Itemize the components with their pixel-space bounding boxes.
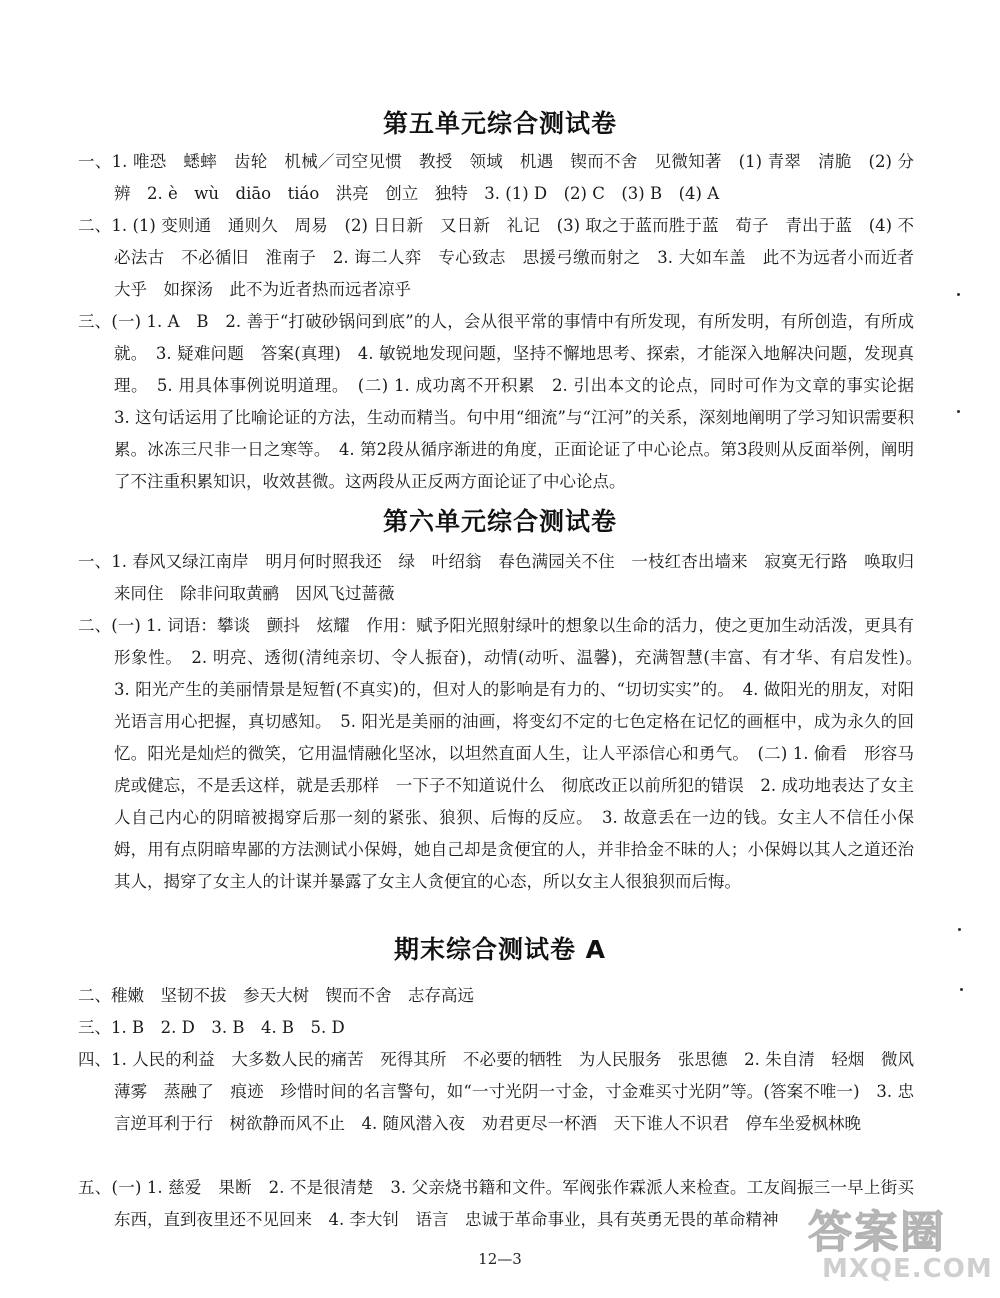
answer-item: 四、1. 人民的利益 大多数人民的痛苦 死得其所 不必要的牺牲 为人民服务 张思德 2. 朱自清 轻烟 微风 薄雾 蒸融了 痕迹 珍惜时间的名言警句，如“一寸光阴一寸金，寸金难买寸光阴”等。(答案不唯一) 3. 忠言逆耳利于行 树欲静而风不止 4. 随风潜入夜 劝君更尽一杯酒 天下谁人不识君 停车坐爱枫林晚 xyxy=(78,1050,931,1133)
answer-item: 二、(一) 1. 词语：攀谈 颤抖 炫耀 作用：赋予阳光照射绿叶的想象以生命的活力，使之更加生动活泼，更具有形象性。 2. 明亮、透彻(清纯亲切、令人振奋)，动情(动听、温馨)，充满智慧(丰富、有才华、有启发性)。 3. 阳光产生的美丽情景是短暂(不真实)的，但对人的影响是有力的、“切切实实”的。 4. 做阳光的朋友，对阳光语言用心把握，真切感知。 5. 阳光是美丽的油画，将变幻不定的七色定格在记忆的画框中，成为永久的回忆。阳光是灿烂的微笑，它用温情融化坚冰，以坦然直面人生，让人平添信心和勇气。 (二) 1. 偷看 形容马虎或健忘，不是丢这样，就是丢那样 一下子不知道说什么 彻底改正以前所犯的错误 2. 成功地表达了女主人自己内心的阴暗被揭穿后那一刻的紧张、狼狈、后悔的反应。 3. 故意丢在一边的钱。女主人不信任小保姆，用有点阴暗卑鄙的方法测试小保姆，她自己却是贪便宜的人，并非拾金不昧的人；小保姆以其人之道还治其人，揭穿了女主人的计谋并暴露了女主人贪便宜的心态，所以女主人很狼狈而后悔。 xyxy=(78,616,931,891)
answer-item: 一、1. 唯恐 蟋蟀 齿轮 机械／司空见惯 教授 领域 机遇 锲而不舍 见微知著 (1) 青翠 清脆 (2) 分辨 2. è wù diāo tiáo 洪亮 创立 独特 3. (1) D (2) C (3) B (4) A xyxy=(78,152,914,203)
answer-item: 二、1. (1) 变则通 通则久 周易 (2) 日日新 又日新 礼记 (3) 取之于蓝而胜于蓝 荀子 青出于蓝 (4) 不必法古 不必循旧 淮南子 2. 诲二人弈 专心致志 思援弓缴而射之 3. 大如车盖 此不为远者小而近者大乎 如探汤 此不为近者热而远者凉乎 xyxy=(78,216,914,299)
answer-item: 二、稚嫩 坚韧不拔 参天大树 锲而不舍 志存高远 xyxy=(78,986,474,1005)
page-number: 12—3 xyxy=(478,1250,522,1268)
section-title-final-a: 期末综合测试卷 A xyxy=(393,935,607,964)
answer-item: 三、(一) 1. A B 2. 善于“打破砂锅问到底”的人，会从很平常的事情中有所发现，有所发明，有所创造，有所成就。 3. 疑难问题 答案(真理) 4. 敏锐地发现问题，坚持不懈地思考、探索，才能深入地解决问题，发现真理。 5. 用具体事例说明道理。 (二) 1. 成功离不开积累 2. 引出本文的论点，同时可作为文章的事实论据 3. 这句话运用了比喻论证的方法，生动而精当。句中用“细流”与“江河”的关系，深刻地阐明了学习知识需要积累。冰冻三尺非一日之寒等。 4. 第2段从循序渐进的角度，正面论证了中心论点。第3段则从反面举例，阐明了不注重积累知识，收效甚微。这两段从正反两方面论证了中心论点。 xyxy=(78,312,931,491)
section-title-unit5: 第五单元综合测试卷 xyxy=(382,109,617,138)
section-title-unit6: 第六单元综合测试卷 xyxy=(382,507,617,536)
answer-item: 三、1. B 2. D 3. B 4. B 5. D xyxy=(78,1018,345,1037)
scan-speck xyxy=(958,928,961,931)
watermark-logo xyxy=(808,1196,993,1292)
watermark-text: 答案圈 xyxy=(808,1207,946,1258)
scan-speck xyxy=(960,988,963,991)
watermark-url: MXQE.COM xyxy=(822,1254,993,1284)
answer-item: 五、(一) 1. 慈爱 果断 2. 不是很清楚 3. 父亲烧书籍和文件。军阀张作霖派人来检查。工友阎振三一早上街买东西，直到夜里还不见回来 4. 李大钊 语言 忠诚于革命事业，具有英勇无畏的革命精神 xyxy=(78,1178,914,1229)
scan-speck xyxy=(957,410,960,413)
scan-speck xyxy=(957,293,960,296)
answer-item: 一、1. 春风又绿江南岸 明月何时照我还 绿 叶绍翁 春色满园关不住 一枝红杏出墙来 寂寞无行路 唤取归来同住 除非问取黄鹂 因风飞过蔷薇 xyxy=(78,552,914,603)
